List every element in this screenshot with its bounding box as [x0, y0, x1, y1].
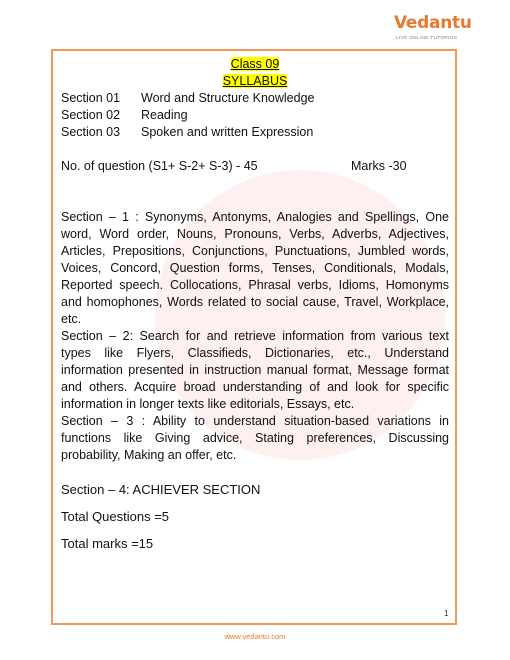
- section-list-item: Section 03 Spoken and written Expression: [61, 125, 314, 139]
- syllabus-heading: SYLLABUS: [222, 74, 288, 88]
- logo-tagline: LIVE ONLINE TUTORING: [396, 35, 458, 40]
- footer-link[interactable]: www.vedantu.com: [224, 632, 286, 641]
- section-3-description: Section – 3 : Ability to understand situation-based variations in functions like Giving advice, Stating preferences, Discussing probability, Making an offer, etc.: [61, 414, 449, 462]
- class-heading: Class 09: [230, 57, 280, 71]
- total-questions: Total Questions =5: [61, 509, 170, 524]
- total-marks: Total marks =15: [61, 536, 154, 551]
- section-list-item: Section 02 Reading: [61, 108, 188, 122]
- vedantu-logo: [394, 13, 472, 49]
- section-1-description: Section – 1 : Synonyms, Antonyms, Analogies and Spellings, One word, Word order, Nouns, Pronouns, Verbs, Adverbs, Adjectives, Articles, Prepositions, Conjunctions, Punctuations, Jumbled words, Voices, Concord, Question forms, Tenses, Conditionals, Modals, Reported speech. Collocations, Phrasal verbs, Idioms, Homonyms and homophones, Words related to social cause, Travel, Workplace, etc.: [61, 210, 449, 326]
- question-count: No. of question (S1+ S-2+ S-3) - 45: [61, 159, 258, 173]
- section-2-description: Section – 2: Search for and retrieve information from various text types like Flyers, Classifieds, Dictionaries, etc., Understand information presented in instruction manual format, Message format and others. Acquire broad understanding of and look for specific information in longer texts like editorials, Essays, etc.: [61, 329, 449, 411]
- marks-count: Marks -30: [351, 159, 407, 173]
- page-number: 1: [444, 609, 449, 618]
- achiever-heading: Section – 4: ACHIEVER SECTION: [61, 482, 261, 497]
- question-count-row: [61, 158, 449, 175]
- syllabus-content: [61, 56, 449, 552]
- logo-wordmark: Vedantu: [394, 13, 472, 33]
- section-list-item: Section 01 Word and Structure Knowledge: [61, 91, 315, 105]
